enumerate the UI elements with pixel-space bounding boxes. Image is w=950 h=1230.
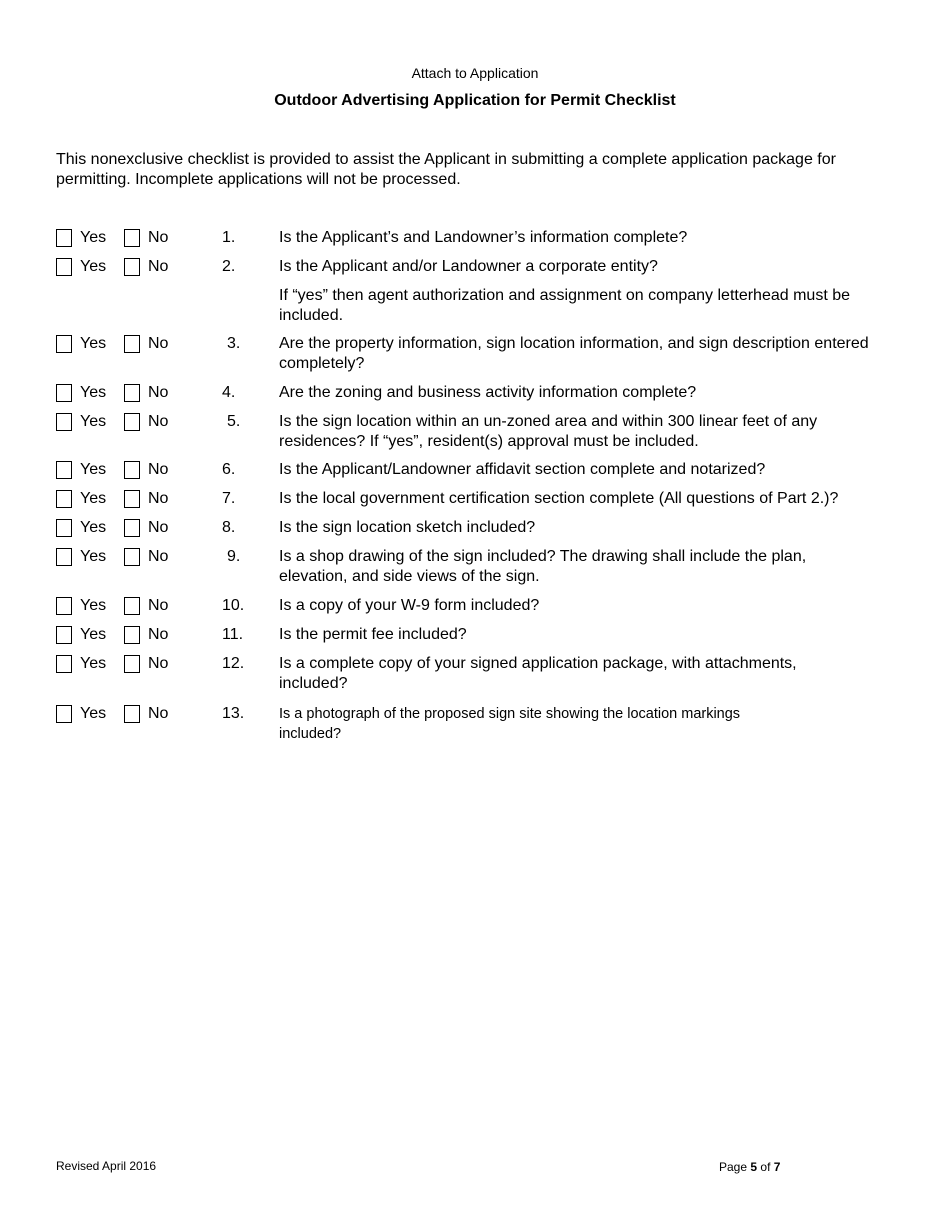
- item-number: 12.: [222, 655, 245, 672]
- item-question: Is a copy of your W-9 form included?: [279, 597, 540, 614]
- no-label: No: [148, 384, 169, 401]
- checklist-item-3: [56, 334, 906, 372]
- item-number: 9.: [227, 548, 241, 565]
- checklist-item-7: [56, 489, 906, 509]
- no-checkbox[interactable]: [124, 626, 140, 644]
- item-question: Is the sign location within an un-zoned area and within 300 linear feet of any residences? If “yes”, resident(s) approval must be included.: [279, 413, 818, 450]
- item-number: 1.: [222, 229, 236, 246]
- no-checkbox[interactable]: [124, 229, 140, 247]
- page-total: 7: [773, 1160, 781, 1174]
- checklist-item-6: [56, 460, 906, 480]
- item-number: 11.: [222, 626, 244, 643]
- no-checkbox[interactable]: [124, 655, 140, 673]
- page-current: 5: [750, 1160, 758, 1174]
- intro-paragraph: This nonexclusive checklist is provided to assist the Applicant in submitting a complete application package for permitting. Incomplete applications will not be processed.: [56, 151, 836, 188]
- no-checkbox[interactable]: [124, 519, 140, 537]
- yes-checkbox[interactable]: [56, 335, 72, 353]
- yes-label: Yes: [80, 229, 107, 246]
- checklist-item-5: [56, 412, 906, 450]
- no-label: No: [148, 413, 169, 430]
- page-title: Outdoor Advertising Application for Permit Checklist: [274, 92, 676, 109]
- yes-label: Yes: [80, 519, 107, 536]
- item-2-note: If “yes” then agent authorization and assignment on company letterhead must be included.: [279, 287, 851, 324]
- yes-label: Yes: [80, 548, 107, 565]
- no-checkbox[interactable]: [124, 335, 140, 353]
- yes-checkbox[interactable]: [56, 519, 72, 537]
- yes-label: Yes: [80, 626, 107, 643]
- no-checkbox[interactable]: [124, 548, 140, 566]
- no-label: No: [148, 258, 169, 275]
- no-label: No: [148, 626, 169, 643]
- item-number: 5.: [227, 413, 241, 430]
- item-number: 3.: [227, 335, 241, 352]
- no-label: No: [148, 490, 169, 507]
- checklist-item-13: [56, 704, 906, 742]
- yes-label: Yes: [80, 413, 107, 430]
- item-question: Is the Applicant/Landowner affidavit section complete and notarized?: [279, 461, 766, 478]
- checklist-item-1: [56, 228, 906, 248]
- item-number: 2.: [222, 258, 236, 275]
- yes-label: Yes: [80, 335, 107, 352]
- item-number: 4.: [222, 384, 236, 401]
- item-number: 7.: [222, 490, 236, 507]
- checklist-item-12: [56, 654, 906, 692]
- item-question: Is the Applicant’s and Landowner’s information complete?: [279, 229, 688, 246]
- no-label: No: [148, 655, 169, 672]
- no-label: No: [148, 335, 169, 352]
- checklist-item-11: [56, 625, 906, 645]
- yes-checkbox[interactable]: [56, 655, 72, 673]
- yes-checkbox[interactable]: [56, 258, 72, 276]
- no-checkbox[interactable]: [124, 258, 140, 276]
- yes-checkbox[interactable]: [56, 461, 72, 479]
- yes-label: Yes: [80, 384, 107, 401]
- no-label: No: [148, 461, 169, 478]
- yes-checkbox[interactable]: [56, 490, 72, 508]
- yes-checkbox[interactable]: [56, 384, 72, 402]
- item-number: 8.: [222, 519, 236, 536]
- revision-date: Revised April 2016: [56, 1159, 157, 1173]
- item-question: Is the sign location sketch included?: [279, 519, 536, 536]
- item-number: 13.: [222, 705, 245, 722]
- checklist-item-10: [56, 596, 906, 616]
- no-label: No: [148, 597, 169, 614]
- no-checkbox[interactable]: [124, 705, 140, 723]
- item-question: Is a complete copy of your signed application package, with attachments, included?: [279, 655, 797, 692]
- item-question: Is the local government certification section complete (All questions of Part 2.)?: [279, 490, 839, 507]
- checklist-item-8: [56, 518, 906, 538]
- no-label: No: [148, 548, 169, 565]
- yes-label: Yes: [80, 461, 107, 478]
- yes-label: Yes: [80, 705, 107, 722]
- item-number: 6.: [222, 461, 236, 478]
- yes-checkbox[interactable]: [56, 548, 72, 566]
- item-question: Are the zoning and business activity information complete?: [279, 384, 697, 401]
- yes-label: Yes: [80, 597, 107, 614]
- yes-label: Yes: [80, 490, 107, 507]
- item-question: Is the permit fee included?: [279, 626, 467, 643]
- yes-checkbox[interactable]: [56, 229, 72, 247]
- no-label: No: [148, 519, 169, 536]
- yes-label: Yes: [80, 655, 107, 672]
- page-of: of: [760, 1160, 771, 1174]
- no-checkbox[interactable]: [124, 461, 140, 479]
- no-label: No: [148, 229, 169, 246]
- page-number: [719, 1160, 780, 1174]
- item-question: Is the Applicant and/or Landowner a corporate entity?: [279, 258, 658, 275]
- checklist-item-9: [56, 547, 906, 585]
- attach-note: Attach to Application: [411, 65, 539, 81]
- no-label: No: [148, 705, 169, 722]
- checklist-item-4: [56, 383, 906, 403]
- yes-checkbox[interactable]: [56, 626, 72, 644]
- no-checkbox[interactable]: [124, 490, 140, 508]
- item-question: Is a photograph of the proposed sign site showing the location markings included?: [279, 706, 741, 742]
- item-number: 10.: [222, 597, 245, 614]
- no-checkbox[interactable]: [124, 384, 140, 402]
- yes-label: Yes: [80, 258, 107, 275]
- yes-checkbox[interactable]: [56, 413, 72, 431]
- yes-checkbox[interactable]: [56, 705, 72, 723]
- yes-checkbox[interactable]: [56, 597, 72, 615]
- item-question: Are the property information, sign location information, and sign description entered completely?: [279, 335, 869, 372]
- item-question: Is a shop drawing of the sign included? The drawing shall include the plan, elevation, and side views of the sign.: [279, 548, 807, 585]
- no-checkbox[interactable]: [124, 413, 140, 431]
- checklist-item-2: [56, 257, 906, 277]
- page-prefix: Page: [719, 1160, 748, 1174]
- no-checkbox[interactable]: [124, 597, 140, 615]
